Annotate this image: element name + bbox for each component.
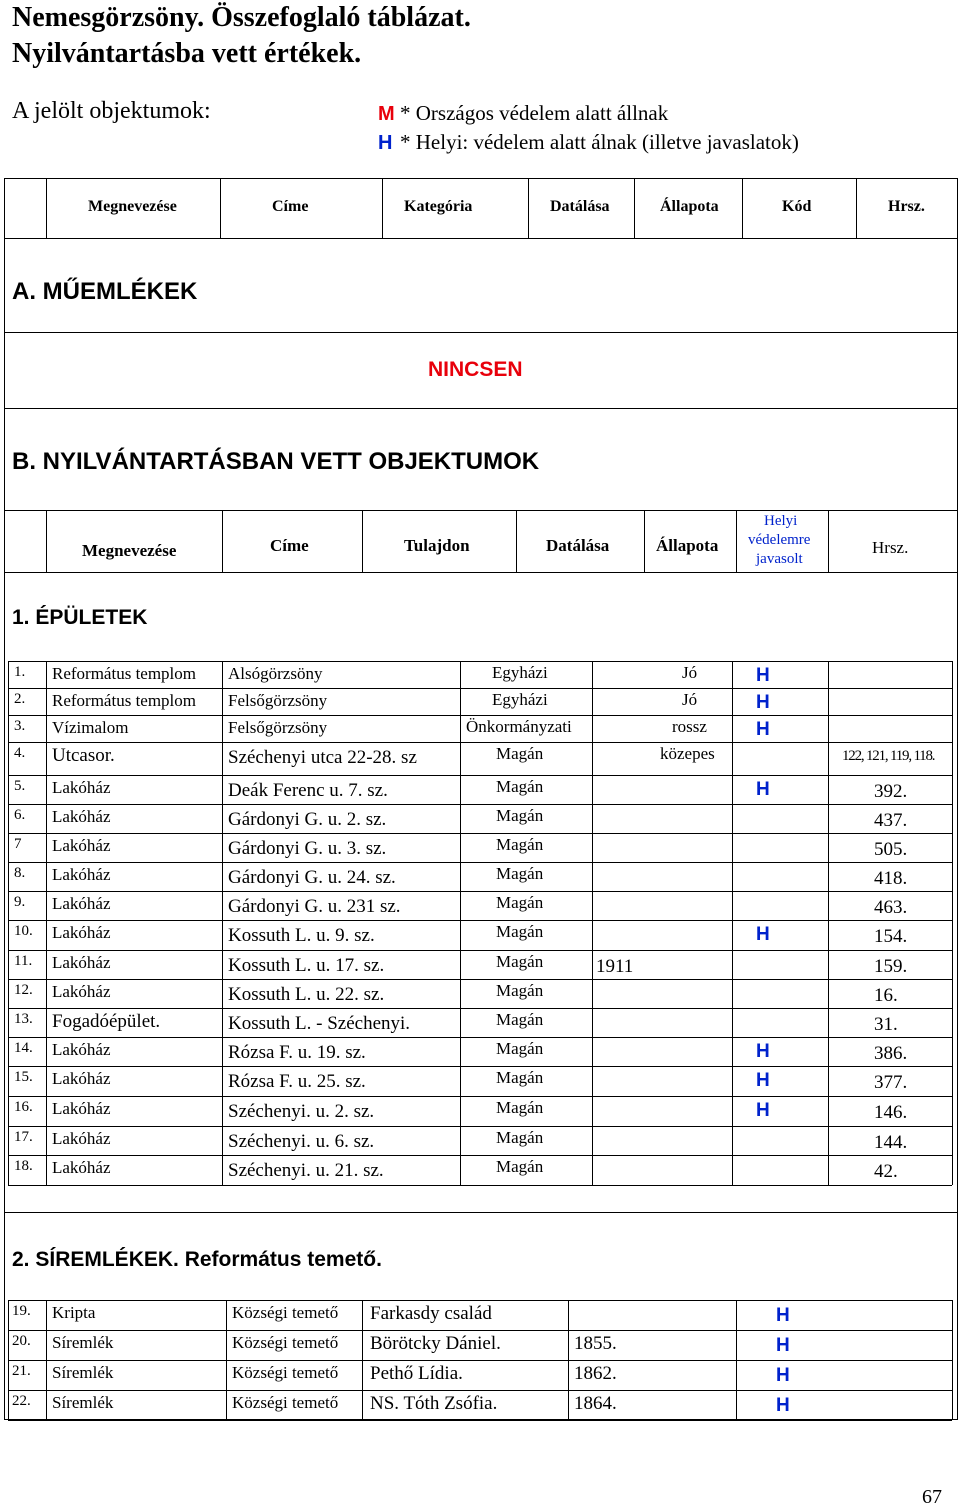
row-number: 22. xyxy=(12,1393,31,1409)
row-address: Deák Ferenc u. 7. sz. xyxy=(228,780,388,801)
row-owner: Önkormányzati xyxy=(466,717,572,736)
row-address: Gárdonyi G. u. 231 sz. xyxy=(228,896,401,917)
row-owner: Magán xyxy=(496,952,544,971)
row-owner: Magán xyxy=(496,922,544,941)
divider xyxy=(220,178,221,238)
h-mark-icon: H xyxy=(756,1070,770,1091)
row-number: 2. xyxy=(14,691,26,707)
h-mark-icon: H xyxy=(756,719,770,740)
legend-h-mark: H xyxy=(378,132,393,154)
row-address: Kossuth L. u. 22. sz. xyxy=(228,984,385,1005)
col-divider xyxy=(362,1300,363,1420)
row-owner: Magán xyxy=(496,1128,544,1147)
row-divider xyxy=(8,1390,952,1391)
h-mark-icon: H xyxy=(776,1305,790,1326)
col2-header-state: Állapota xyxy=(656,536,719,555)
col2-header-local-1: Helyi xyxy=(764,513,798,529)
row-number: 11. xyxy=(14,953,33,969)
row-owner: Magán xyxy=(496,806,544,825)
row-number: 14. xyxy=(14,1040,33,1056)
col-divider xyxy=(592,661,593,1185)
col-header-date: Datálása xyxy=(550,198,610,215)
row-number: 3. xyxy=(14,718,26,734)
col-header-category: Kategória xyxy=(404,198,473,215)
row-name: Síremlék xyxy=(52,1363,114,1382)
h-mark-icon: H xyxy=(776,1365,790,1386)
row-hrsz: 377. xyxy=(874,1072,908,1093)
row-number: 7 xyxy=(14,836,22,852)
row-owner: Magán xyxy=(496,981,544,1000)
row-name: Lakóház xyxy=(52,1069,111,1088)
row-divider xyxy=(8,688,952,689)
col-header-address: Címe xyxy=(272,198,309,215)
row-place: Községi temető xyxy=(232,1303,339,1322)
divider xyxy=(828,510,829,572)
col-divider xyxy=(736,1300,737,1420)
row-person: NS. Tóth Zsófia. xyxy=(370,1393,498,1414)
row-divider xyxy=(8,862,952,863)
divider xyxy=(528,178,529,238)
row-name: Lakóház xyxy=(52,1040,111,1059)
row-divider xyxy=(8,1008,952,1009)
row-number: 21. xyxy=(12,1363,31,1379)
col2-header-local-3: javasolt xyxy=(756,551,803,567)
row-divider xyxy=(8,661,952,662)
col-divider xyxy=(732,661,733,1185)
row-owner: Magán xyxy=(496,777,544,796)
col-divider xyxy=(828,661,829,1185)
row-address: Széchenyi. u. 2. sz. xyxy=(228,1101,375,1122)
page-number: 67 xyxy=(922,1486,942,1508)
row-address: Alsógörzsöny xyxy=(228,664,323,683)
row-number: 18. xyxy=(14,1158,33,1174)
divider xyxy=(4,408,958,409)
row-date: 1862. xyxy=(574,1363,617,1384)
divider xyxy=(856,178,857,238)
row-name: Síremlék xyxy=(52,1333,114,1352)
row-hrsz: 463. xyxy=(874,897,908,918)
row-place: Községi temető xyxy=(232,1393,339,1412)
row-address: Kossuth L. u. 9. sz. xyxy=(228,925,375,946)
row-divider xyxy=(8,1420,952,1421)
row-divider xyxy=(8,1330,952,1331)
row-number: 4. xyxy=(14,745,26,761)
row-divider xyxy=(8,1360,952,1361)
section-1-title: 1. ÉPÜLETEK xyxy=(12,606,148,629)
col-divider xyxy=(8,1300,9,1420)
row-hrsz: 505. xyxy=(874,839,908,860)
section-a-title: A. MŰEMLÉKEK xyxy=(12,278,198,305)
row-number: 12. xyxy=(14,982,33,998)
row-number: 8. xyxy=(14,865,26,881)
row-divider xyxy=(8,804,952,805)
h-mark-icon: H xyxy=(776,1395,790,1416)
row-owner: Magán xyxy=(496,893,544,912)
page-title: Nemesgörzsöny. Összefoglaló táblázat. xyxy=(12,2,471,33)
row-name: Lakóház xyxy=(52,778,111,797)
col2-header-name: Megnevezése xyxy=(82,541,177,560)
row-state: közepes xyxy=(660,744,715,763)
row-hrsz: 437. xyxy=(874,810,908,831)
col-divider xyxy=(8,661,9,1185)
row-number: 17. xyxy=(14,1129,33,1145)
divider xyxy=(644,510,645,572)
row-name: Kripta xyxy=(52,1303,96,1322)
row-address: Széchenyi. u. 21. sz. xyxy=(228,1160,384,1181)
divider xyxy=(46,510,47,572)
row-hrsz: 392. xyxy=(874,781,908,802)
h-mark-icon: H xyxy=(756,924,770,945)
row-number: 1. xyxy=(14,664,26,680)
divider xyxy=(4,332,958,333)
row-divider xyxy=(8,1126,952,1127)
divider xyxy=(4,238,958,239)
row-place: Községi temető xyxy=(232,1333,339,1352)
row-hrsz: 144. xyxy=(874,1132,908,1153)
row-name: Lakóház xyxy=(52,923,111,942)
row-hrsz: 42. xyxy=(874,1161,898,1182)
row-divider xyxy=(8,1066,952,1067)
page-subtitle: Nyilvántartásba vett értékek. xyxy=(12,38,362,69)
divider xyxy=(382,178,383,238)
row-name: Lakóház xyxy=(52,807,111,826)
row-name: Lakóház xyxy=(52,865,111,884)
row-name: Síremlék xyxy=(52,1393,114,1412)
col2-header-address: Címe xyxy=(270,536,309,555)
row-name: Lakóház xyxy=(52,894,111,913)
row-name: Lakóház xyxy=(52,836,111,855)
row-hrsz: 16. xyxy=(874,985,898,1006)
row-owner: Magán xyxy=(496,1157,544,1176)
row-owner: Magán xyxy=(496,1098,544,1117)
col-header-name: Megnevezése xyxy=(88,198,177,215)
row-address: Felsőgörzsöny xyxy=(228,718,328,737)
legend-h-text: * Helyi: védelem alatt álnak (illetve javaslatok) xyxy=(400,130,799,154)
row-divider xyxy=(8,1185,952,1186)
row-person: Börötcky Dániel. xyxy=(370,1333,501,1354)
row-divider xyxy=(8,775,952,776)
row-number: 15. xyxy=(14,1069,33,1085)
divider xyxy=(742,178,743,238)
divider xyxy=(362,510,363,572)
row-address: Rózsa F. u. 25. sz. xyxy=(228,1071,366,1092)
row-owner: Magán xyxy=(496,835,544,854)
row-place: Községi temető xyxy=(232,1363,339,1382)
row-hrsz: 122, 121, 119, 118. xyxy=(842,748,935,764)
row-divider xyxy=(8,1037,952,1038)
section-b-title: B. NYILVÁNTARTÁSBAN VETT OBJEKTUMOK xyxy=(12,448,540,475)
row-state: Jó xyxy=(682,663,698,682)
row-owner: Magán xyxy=(496,1068,544,1087)
row-owner: Magán xyxy=(496,1010,544,1029)
row-number: 5. xyxy=(14,778,26,794)
row-state: Jó xyxy=(682,690,698,709)
row-name: Utcasor. xyxy=(52,745,115,766)
row-address: Kossuth L. - Széchenyi. xyxy=(228,1013,411,1034)
col-divider xyxy=(952,1300,953,1420)
row-divider xyxy=(8,920,952,921)
row-divider xyxy=(8,1096,952,1097)
row-hrsz: 154. xyxy=(874,926,908,947)
divider xyxy=(222,510,223,572)
legend-m-mark: M xyxy=(378,103,395,125)
row-owner: Egyházi xyxy=(492,663,548,682)
row-owner: Magán xyxy=(496,744,544,763)
row-name: Lakóház xyxy=(52,982,111,1001)
row-hrsz: 31. xyxy=(874,1014,898,1035)
row-divider xyxy=(8,715,952,716)
row-name: Lakóház xyxy=(52,1158,111,1177)
row-owner: Magán xyxy=(496,864,544,883)
row-name: Lakóház xyxy=(52,1129,111,1148)
h-mark-icon: H xyxy=(776,1335,790,1356)
row-number: 20. xyxy=(12,1333,31,1349)
col2-header-local-2: védelemre xyxy=(748,532,811,548)
col-header-code: Kód xyxy=(782,198,812,215)
h-mark-icon: H xyxy=(756,1041,770,1062)
row-divider xyxy=(8,1300,952,1301)
row-number: 16. xyxy=(14,1099,33,1115)
divider xyxy=(634,178,635,238)
col-divider xyxy=(46,661,47,1185)
row-owner: Egyházi xyxy=(492,690,548,709)
row-name: Lakóház xyxy=(52,953,111,972)
row-number: 13. xyxy=(14,1011,33,1027)
legend-m-text: * Országos védelem alatt állnak xyxy=(400,101,669,125)
row-name: Vízimalom xyxy=(52,718,129,737)
row-number: 10. xyxy=(14,923,33,939)
row-address: Kossuth L. u. 17. sz. xyxy=(228,955,385,976)
divider xyxy=(4,572,958,573)
divider xyxy=(4,510,958,511)
divider xyxy=(4,1212,958,1213)
row-state: rossz xyxy=(672,717,707,736)
col-divider xyxy=(952,661,953,1185)
row-number: 19. xyxy=(12,1303,31,1319)
row-divider xyxy=(8,1155,952,1156)
row-name: Fogadóépület. xyxy=(52,1011,161,1032)
col2-header-owner: Tulajdon xyxy=(404,536,470,555)
row-name: Református templom xyxy=(52,691,197,710)
col-divider xyxy=(222,661,223,1185)
row-date: 1855. xyxy=(574,1333,617,1354)
col2-header-hrsz: Hrsz. xyxy=(872,538,909,557)
row-number: 6. xyxy=(14,807,26,823)
col2-header-date: Datálása xyxy=(546,536,610,555)
row-divider xyxy=(8,742,952,743)
col-divider xyxy=(460,661,461,1185)
row-hrsz: 386. xyxy=(874,1043,908,1064)
row-owner: Magán xyxy=(496,1039,544,1058)
row-hrsz: 146. xyxy=(874,1102,908,1123)
row-number: 9. xyxy=(14,894,26,910)
divider xyxy=(46,178,47,238)
row-date: 1911 xyxy=(596,956,634,977)
divider xyxy=(736,510,737,572)
row-divider xyxy=(8,833,952,834)
row-address: Széchenyi utca 22-28. sz xyxy=(228,747,417,768)
row-person: Pethő Lídia. xyxy=(370,1363,463,1384)
nincsen-label: NINCSEN xyxy=(428,358,523,381)
row-person: Farkasdy család xyxy=(370,1303,492,1324)
legend-label: A jelölt objektumok: xyxy=(12,98,211,124)
col-divider xyxy=(568,1300,569,1420)
col-divider xyxy=(226,1300,227,1420)
row-hrsz: 418. xyxy=(874,868,908,889)
row-hrsz: 159. xyxy=(874,956,908,977)
h-mark-icon: H xyxy=(756,665,770,686)
section-2-title: 2. SÍREMLÉKEK. Református temető. xyxy=(12,1248,382,1271)
row-name: Lakóház xyxy=(52,1099,111,1118)
row-address: Széchenyi. u. 6. sz. xyxy=(228,1131,375,1152)
row-address: Gárdonyi G. u. 2. sz. xyxy=(228,809,387,830)
col-header-hrsz: Hrsz. xyxy=(888,198,925,215)
row-address: Gárdonyi G. u. 24. sz. xyxy=(228,867,396,888)
row-divider xyxy=(8,891,952,892)
row-date: 1864. xyxy=(574,1393,617,1414)
row-divider xyxy=(8,950,952,951)
h-mark-icon: H xyxy=(756,1100,770,1121)
col-header-state: Állapota xyxy=(660,198,719,215)
col-divider xyxy=(46,1300,47,1420)
h-mark-icon: H xyxy=(756,692,770,713)
row-address: Felsőgörzsöny xyxy=(228,691,328,710)
h-mark-icon: H xyxy=(756,779,770,800)
row-address: Rózsa F. u. 19. sz. xyxy=(228,1042,366,1063)
divider xyxy=(516,510,517,572)
row-divider xyxy=(8,979,952,980)
row-name: Református templom xyxy=(52,664,197,683)
row-address: Gárdonyi G. u. 3. sz. xyxy=(228,838,387,859)
